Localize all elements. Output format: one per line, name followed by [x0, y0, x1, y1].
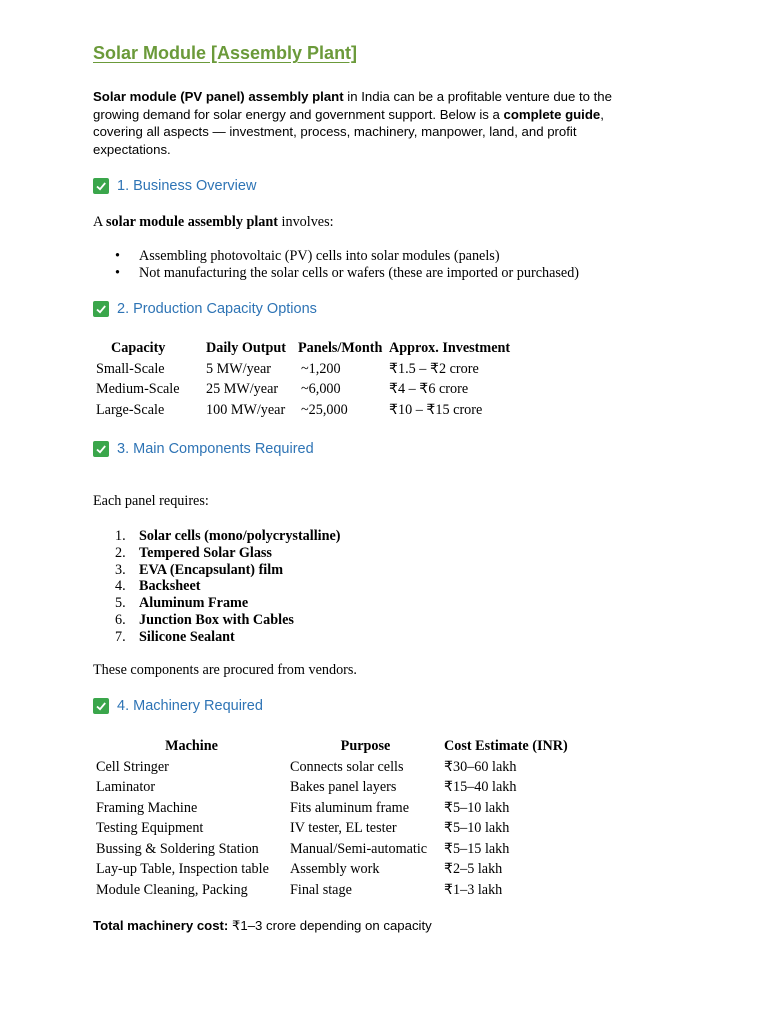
table-cell: ₹10 – ₹15 crore	[389, 401, 483, 418]
section-heading-1	[93, 178, 256, 194]
table-row	[93, 798, 594, 819]
table-cell: Cell Stringer	[96, 758, 169, 775]
page-title: Solar Module [Assembly Plant]	[93, 43, 358, 63]
total-value: ₹1–3 crore depending on capacity	[228, 918, 432, 933]
table-cell: ₹1.5 – ₹2 crore	[389, 360, 479, 377]
section-1-lead	[93, 214, 334, 231]
check-mark-icon	[93, 698, 109, 714]
machinery-table	[93, 736, 594, 900]
list-item: 6. Junction Box with Cables	[115, 611, 294, 628]
list-item: • Not manufacturing the solar cells or wafers (these are imported or purchased)	[115, 265, 579, 282]
intro-paragraph	[93, 88, 649, 158]
table-header-cell: Machine	[165, 738, 218, 754]
list-item: 1. Solar cells (mono/polycrystalline)	[115, 528, 341, 544]
table-cell: Lay-up Table, Inspection table	[96, 861, 269, 877]
list-item-text: Silicone Sealant	[139, 628, 235, 645]
table-cell: Module Cleaning, Packing	[96, 881, 248, 898]
list-item-text: Backsheet	[139, 578, 201, 595]
table-row	[93, 818, 594, 839]
section-3-after: These components are procured from vendors.	[93, 662, 357, 678]
components-list	[115, 528, 341, 646]
list-item-text: Aluminum Frame	[139, 595, 249, 612]
list-item: 5. Aluminum Frame	[115, 595, 249, 612]
section-3-lead: Each panel requires:	[93, 493, 209, 509]
table-cell: Bussing & Soldering Station	[96, 840, 259, 857]
table-row	[93, 839, 594, 860]
list-item: • Assembling photovoltaic (PV) cells into solar modules (panels)	[115, 248, 579, 265]
table-row	[93, 359, 529, 380]
table-cell: IV tester, EL tester	[290, 820, 397, 836]
table-header-cell: Panels/Month	[298, 340, 383, 356]
table-cell: ₹30–60 lakh	[444, 758, 517, 775]
list-item: 4. Backsheet	[115, 578, 201, 595]
table-header-row	[93, 736, 594, 757]
list-item-text: EVA (Encapsulant) film	[139, 561, 284, 578]
table-cell: ₹15–40 lakh	[444, 779, 517, 795]
section-1-bullets	[115, 248, 579, 282]
table-cell: ₹2–5 lakh	[444, 861, 503, 877]
section-heading-2	[93, 301, 317, 317]
table-row	[93, 859, 594, 880]
table-row	[93, 400, 529, 421]
table-header-row	[93, 338, 529, 359]
table-cell: ₹4 – ₹6 crore	[389, 381, 469, 397]
intro-bold-2: complete guide	[503, 106, 601, 122]
table-cell: ₹5–10 lakh	[444, 820, 510, 836]
table-header-cell: Capacity	[111, 340, 166, 356]
table-row	[93, 880, 594, 901]
table-cell: 25 MW/year	[206, 381, 279, 397]
table-cell: Small-Scale	[96, 360, 165, 377]
check-mark-icon	[93, 178, 109, 194]
check-mark-icon	[93, 441, 109, 457]
section-heading-4-text: 4. Machinery Required	[117, 698, 263, 714]
table-cell: 5 MW/year	[206, 360, 272, 377]
table-cell: ~6,000	[301, 381, 341, 397]
table-cell: ₹5–15 lakh	[444, 840, 510, 857]
table-cell: Final stage	[290, 881, 352, 898]
section-1-lead-post: involves:	[278, 214, 334, 230]
table-cell: Manual/Semi-automatic	[290, 840, 428, 857]
table-cell: ₹1–3 lakh	[444, 881, 503, 898]
table-row	[93, 757, 594, 778]
table-header-cell: Cost Estimate (INR)	[444, 738, 568, 754]
table-cell: Assembly work	[290, 861, 380, 877]
intro-text-1: in India can be a profitable venture due to the growing demand for solar energy and government support. Below is a	[93, 89, 612, 122]
section-1-lead-bold: solar module assembly plant	[106, 214, 278, 230]
table-header-cell: Approx. Investment	[389, 340, 511, 356]
capacity-table	[93, 338, 529, 420]
table-cell: ~25,000	[301, 401, 348, 418]
table-cell: 100 MW/year	[206, 401, 286, 418]
total-machinery-cost	[93, 918, 432, 934]
section-heading-1-text: 1. Business Overview	[117, 178, 257, 194]
table-header-cell: Daily Output	[206, 340, 287, 356]
section-heading-2-text: 2. Production Capacity Options	[117, 301, 317, 317]
table-cell: Fits aluminum frame	[290, 799, 410, 816]
intro-bold-1: Solar module (PV panel) assembly plant	[93, 89, 344, 104]
table-cell: Framing Machine	[96, 799, 198, 816]
intro-text-2: , covering all aspects — investment, process, machinery, manpower, land, and profit expectations.	[93, 106, 604, 157]
section-heading-4	[93, 698, 263, 714]
table-header-cell: Purpose	[340, 738, 391, 754]
list-item: 7. Silicone Sealant	[115, 628, 235, 645]
section-heading-3-text: 3. Main Components Required	[117, 441, 314, 457]
table-cell: Large-Scale	[96, 401, 165, 418]
table-cell: ₹5–10 lakh	[444, 799, 510, 816]
list-item-text: Tempered Solar Glass	[139, 544, 272, 561]
list-item: 2. Tempered Solar Glass	[115, 544, 272, 561]
table-cell: Connects solar cells	[290, 758, 404, 775]
list-item: 3. EVA (Encapsulant) film	[115, 561, 284, 578]
table-row	[93, 379, 529, 400]
total-label: Total machinery cost:	[93, 918, 229, 933]
table-cell: Medium-Scale	[96, 381, 180, 397]
section-heading-3	[93, 441, 314, 457]
table-cell: Bakes panel layers	[290, 779, 397, 795]
check-mark-icon	[93, 301, 109, 317]
list-item-text: Junction Box with Cables	[139, 611, 294, 628]
table-row	[93, 777, 594, 798]
section-1-lead-pre: A	[93, 214, 107, 230]
table-cell: ~1,200	[301, 360, 341, 377]
table-cell: Laminator	[96, 779, 156, 795]
table-cell: Testing Equipment	[96, 820, 204, 836]
list-item-text: Solar cells (mono/polycrystalline)	[139, 528, 341, 544]
